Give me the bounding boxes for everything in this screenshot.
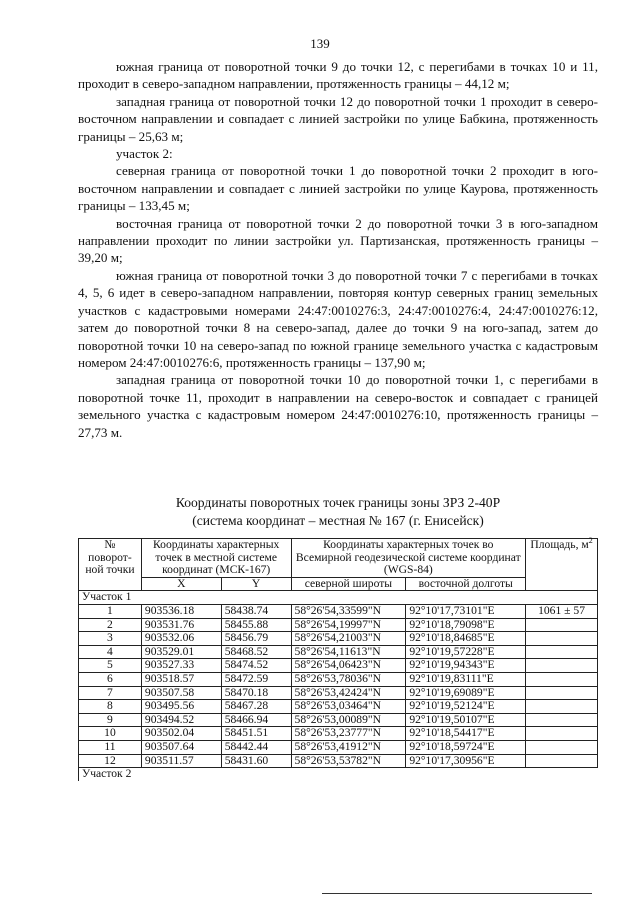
section-label: Участок 2 xyxy=(79,768,598,781)
area-cell xyxy=(526,727,598,741)
y-cell: 58466.94 xyxy=(221,713,291,727)
longitude-cell: 92°10'18,54417"E xyxy=(406,727,526,741)
longitude-cell: 92°10'18,84685"E xyxy=(406,632,526,646)
table-title-line: Координаты поворотных точек границы зоны ЗРЗ 2-40Р xyxy=(175,495,501,510)
x-cell: 903531.76 xyxy=(141,618,221,632)
section-row xyxy=(79,591,598,605)
y-cell: 58438.74 xyxy=(221,604,291,618)
area-cell xyxy=(526,713,598,727)
header-x: X xyxy=(141,577,221,591)
y-cell: 58456.79 xyxy=(221,632,291,646)
paragraph: южная граница от поворотной точки 3 до поворотной точки 7 с перегибами в точках 4, 5, 6 идет в северо-западном направлении, повторяя контур северных границ земельных участков с кадастровыми номерами 24:47:0010276:3, 24:47:0010276:4, 24:47:0010276:12, затем до поворотной точки 8 на северо-запад, далее до точки 9 на юго-запад, затем до поворотной точки 10 на северо-запад по южной границе земельного участка с кадастровым номером 24:47:0010276:6, протяженность границы – 137,90 м; xyxy=(78,267,598,370)
section-label: Участок 1 xyxy=(79,591,598,605)
area-cell xyxy=(526,672,598,686)
x-cell: 903502.04 xyxy=(141,727,221,741)
table-title xyxy=(78,494,598,530)
area-cell xyxy=(526,632,598,646)
point-number-cell: 12 xyxy=(79,754,142,768)
header-area xyxy=(526,536,598,591)
y-cell: 58455.88 xyxy=(221,618,291,632)
longitude-cell: 92°10'17,73101"E xyxy=(406,604,526,618)
table-row xyxy=(79,604,598,618)
area-cell xyxy=(526,618,598,632)
header-longitude: восточной долготы xyxy=(406,577,526,591)
point-number-cell: 7 xyxy=(79,686,142,700)
area-cell xyxy=(526,686,598,700)
latitude-cell: 58°26'54,11613"N xyxy=(291,645,406,659)
area-cell xyxy=(526,659,598,673)
longitude-cell: 92°10'18,79098"E xyxy=(406,618,526,632)
paragraph: участок 2: xyxy=(116,146,173,162)
table-row xyxy=(79,713,598,727)
longitude-cell: 92°10'19,94343"E xyxy=(406,659,526,673)
latitude-cell: 58°26'53,42424"N xyxy=(291,686,406,700)
point-number-cell: 2 xyxy=(79,618,142,632)
x-cell: 903511.57 xyxy=(141,754,221,768)
latitude-cell: 58°26'54,21003"N xyxy=(291,632,406,646)
x-cell: 903532.06 xyxy=(141,632,221,646)
body-text xyxy=(78,58,598,441)
point-number-cell: 5 xyxy=(79,659,142,673)
x-cell: 903518.57 xyxy=(141,672,221,686)
y-cell: 58451.51 xyxy=(221,727,291,741)
longitude-cell: 92°10'18,59724"E xyxy=(406,740,526,754)
y-cell: 58472.59 xyxy=(221,672,291,686)
header-y: Y xyxy=(221,577,291,591)
point-number-cell: 3 xyxy=(79,632,142,646)
header-point-number: № поворот-ной точки xyxy=(79,539,142,591)
divider-line xyxy=(322,893,592,894)
table-row xyxy=(79,645,598,659)
point-number-cell: 11 xyxy=(79,740,142,754)
latitude-cell: 58°26'53,00089"N xyxy=(291,713,406,727)
longitude-cell: 92°10'19,52124"E xyxy=(406,700,526,714)
x-cell: 903527.33 xyxy=(141,659,221,673)
header-local-coordinates: Координаты характерных точек в местной системе координат (МСК-167) xyxy=(141,539,291,578)
latitude-cell: 58°26'54,06423"N xyxy=(291,659,406,673)
y-cell: 58468.52 xyxy=(221,645,291,659)
header-area-label: Площадь, м xyxy=(530,538,589,551)
x-cell: 903536.18 xyxy=(141,604,221,618)
area-cell: 1061 ± 57 xyxy=(526,604,598,618)
longitude-cell: 92°10'17,30956"E xyxy=(406,754,526,768)
longitude-cell: 92°10'19,69089"E xyxy=(406,686,526,700)
point-number-cell: 4 xyxy=(79,645,142,659)
table-row xyxy=(79,672,598,686)
paragraph: южная граница от поворотной точки 9 до точки 12, с перегибами в точках 10 и 11, проходит в северо-западном направлении, протяженность границы – 44,12 м; xyxy=(78,59,598,92)
table-row xyxy=(79,618,598,632)
paragraph: западная граница от поворотной точки 10 до поворотной точки 1, с перегибами в поворотной точке 11, проходит в направлении на северо-восток и совпадает с границей земельного участка с кадастровым номером 24:47:0010276:10, протяженность границы – 27,73 м. xyxy=(78,372,598,440)
latitude-cell: 58°26'53,03464"N xyxy=(291,700,406,714)
paragraph: северная граница от поворотной точки 1 до поворотной точки 2 проходит в юго-восточном направлении и совпадает с линией застройки по улице Каурова, протяженность границы – 133,45 м; xyxy=(78,163,598,214)
point-number-cell: 1 xyxy=(79,604,142,618)
latitude-cell: 58°26'53,78036"N xyxy=(291,672,406,686)
section-row xyxy=(79,768,598,781)
paragraph: западная граница от поворотной точки 12 до поворотной точки 1 проходит в северо-восточном направлении и совпадает с линией застройки по улице Бабкина, протяженность границы – 25,63 м; xyxy=(78,93,598,144)
latitude-cell: 58°26'54,33599"N xyxy=(291,604,406,618)
paragraph: восточная граница от поворотной точки 2 до поворотной точки 3 в юго-западном направлении проходит по линии застройки ул. Партизанская, протяженность границы – 39,20 м; xyxy=(78,215,598,266)
y-cell: 58474.52 xyxy=(221,659,291,673)
page-number: 139 xyxy=(310,36,330,51)
x-cell: 903529.01 xyxy=(141,645,221,659)
header-area-superscript: 2 xyxy=(588,536,593,546)
coordinates-table xyxy=(78,538,598,781)
table-row xyxy=(79,686,598,700)
latitude-cell: 58°26'53,23777"N xyxy=(291,727,406,741)
table-row xyxy=(79,659,598,673)
point-number-cell: 9 xyxy=(79,713,142,727)
latitude-cell: 58°26'54,19997"N xyxy=(291,618,406,632)
header-latitude: северной широты xyxy=(291,577,406,591)
area-cell xyxy=(526,700,598,714)
y-cell: 58431.60 xyxy=(221,754,291,768)
table-row xyxy=(79,700,598,714)
point-number-cell: 10 xyxy=(79,727,142,741)
table-row xyxy=(79,632,598,646)
x-cell: 903494.52 xyxy=(141,713,221,727)
area-cell xyxy=(526,740,598,754)
latitude-cell: 58°26'53,41912"N xyxy=(291,740,406,754)
point-number-cell: 8 xyxy=(79,700,142,714)
latitude-cell: 58°26'53,53782"N xyxy=(291,754,406,768)
table-row xyxy=(79,754,598,768)
table-row xyxy=(79,727,598,741)
point-number-cell: 6 xyxy=(79,672,142,686)
area-cell xyxy=(526,754,598,768)
longitude-cell: 92°10'19,57228"E xyxy=(406,645,526,659)
area-cell xyxy=(526,645,598,659)
x-cell: 903507.58 xyxy=(141,686,221,700)
header-wgs-coordinates: Координаты характерных точек во Всемирной геодезической системе координат (WGS-84) xyxy=(291,539,526,578)
table-row xyxy=(79,740,598,754)
y-cell: 58470.18 xyxy=(221,686,291,700)
longitude-cell: 92°10'19,83111"E xyxy=(406,672,526,686)
y-cell: 58467.28 xyxy=(221,700,291,714)
x-cell: 903507.64 xyxy=(141,740,221,754)
longitude-cell: 92°10'19,50107"E xyxy=(406,713,526,727)
x-cell: 903495.56 xyxy=(141,700,221,714)
y-cell: 58442.44 xyxy=(221,740,291,754)
table-title-line: (система координат – местная № 167 (г. Енисейск) xyxy=(192,513,484,528)
